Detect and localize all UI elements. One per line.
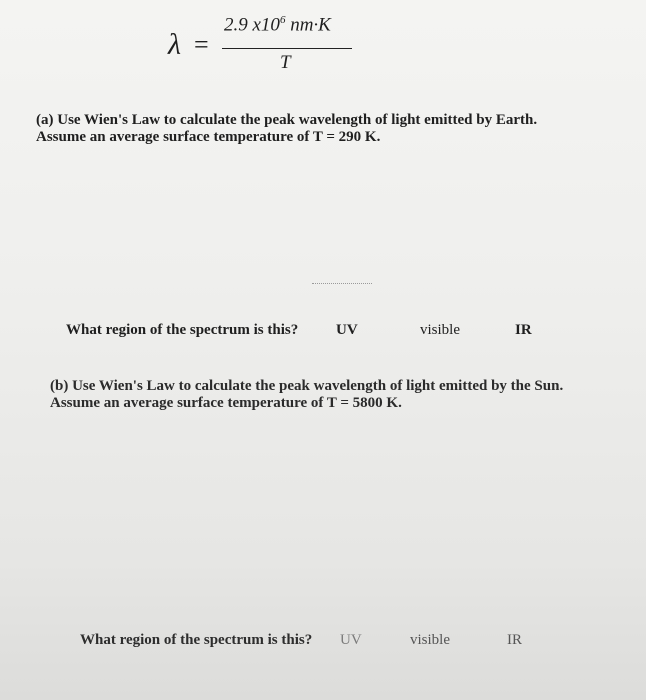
formula-denominator: T <box>280 52 291 73</box>
formula-numerator <box>224 14 331 36</box>
lambda-symbol: λ <box>168 28 181 61</box>
fraction-bar <box>222 48 352 49</box>
part-b-choice-ir[interactable]: IR <box>507 632 522 648</box>
numerator-exponent: 6 <box>279 14 286 26</box>
pencil-mark <box>312 283 372 285</box>
part-b-question-label: What region of the spectrum is this? <box>80 632 313 648</box>
part-a-choice-ir[interactable]: IR <box>515 322 532 338</box>
part-a-choice-uv[interactable]: UV <box>336 322 358 338</box>
part-a-question-label: What region of the spectrum is this? <box>66 322 299 338</box>
equals-sign: = <box>194 30 209 59</box>
part-b-choice-visible[interactable]: visible <box>410 632 450 648</box>
numerator-base: 2.9 x10 <box>224 14 280 36</box>
part-b-prompt: (b) Use Wien's Law to calculate the peak wavelength of light emitted by the Sun. Assume an average surface temperature of T = 5800 K. <box>50 378 564 411</box>
part-a-prompt: (a) Use Wien's Law to calculate the peak wavelength of light emitted by Earth. Assume an average surface temperature of T = 290 K. <box>36 112 538 145</box>
part-a-choice-visible[interactable]: visible <box>420 322 460 338</box>
numerator-units: nm·K <box>285 14 331 36</box>
part-b-choice-uv[interactable]: UV <box>340 632 362 648</box>
